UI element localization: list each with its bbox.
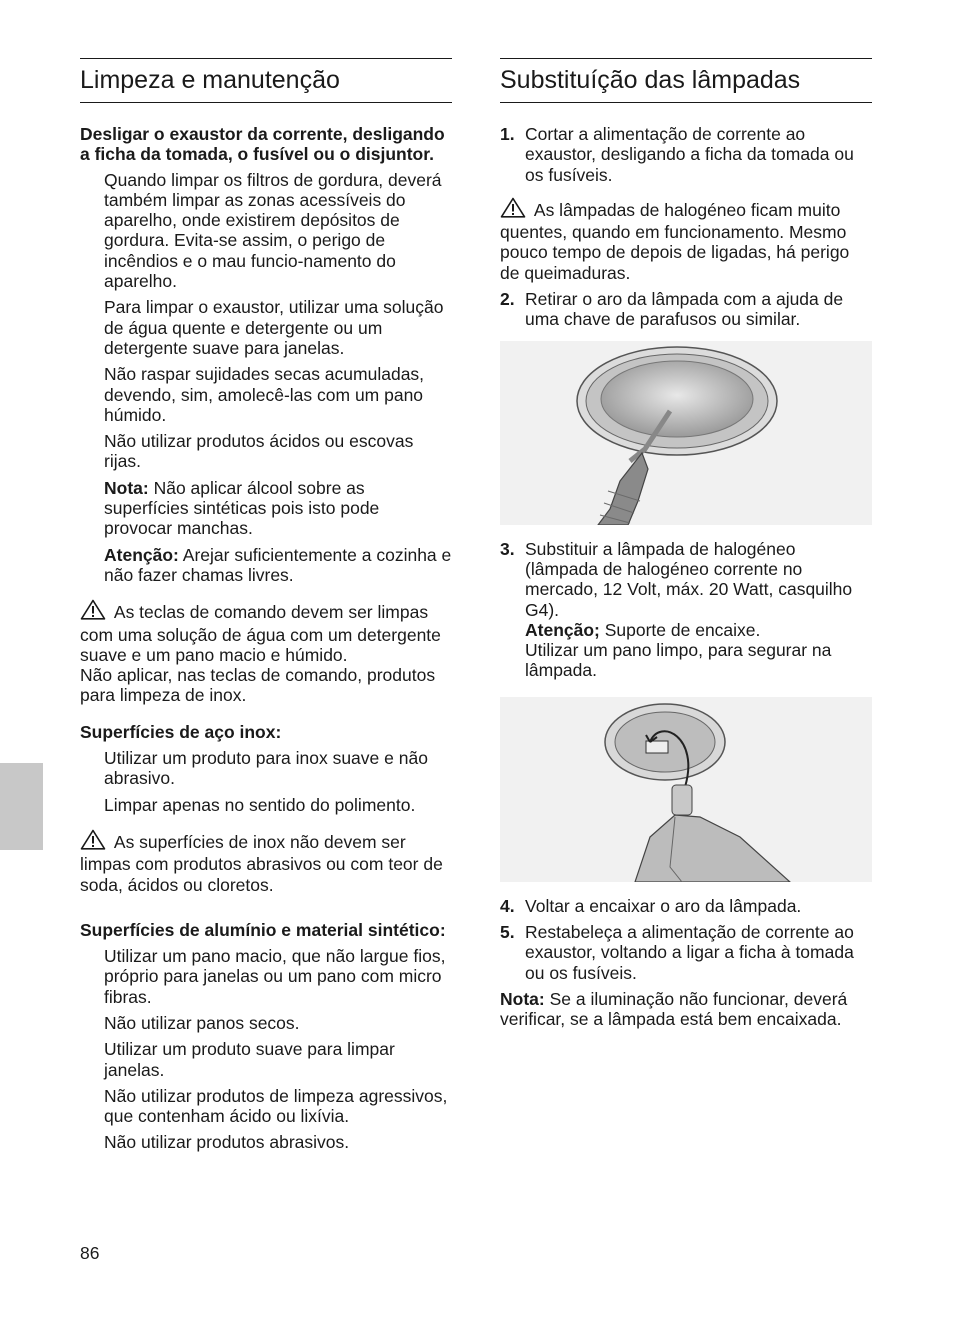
halogen-warning: As lâmpadas de halogéneo ficam muito quentes, quando em funcionamento. Mesmo pouco tempo de depois de ligadas, há perigo de queimaduras.	[500, 197, 872, 283]
cleaning-title: Limpeza e manutenção	[80, 58, 452, 103]
lamp-note: Nota: Se a iluminação não funcionar, deverá verificar, se a lâmpada está bem encaixada.	[500, 988, 848, 1030]
cleaning-attention: Atenção: Arejar suficientemente a cozinha e não fazer chamas livres.	[104, 544, 452, 585]
aluminium-heading: Superfícies de alumínio e material sintético:	[80, 919, 446, 940]
aluminium-item-4: Não utilizar produtos de limpeza agressivos, que contenham ácido ou lixívia.	[104, 1085, 448, 1127]
step-3: 3. Substituir a lâmpada de halogéneo (lâmpada de halogéneo corrente no mercado, 12 Volt, máx. 20 Watt, casquilho G4). Atenção; Suporte de encaixe. Utilizar um pano limpo, para segurar na lâmpada.	[500, 538, 853, 681]
cleaning-item-4: Não utilizar produtos ácidos ou escovas rijas.	[104, 431, 414, 472]
lamp-column	[500, 58, 872, 1030]
control-keys-warning: As teclas de comando devem ser limpas com uma solução de água com um detergente suave e um pano macio e húmido. Não aplicar, nas teclas de comando, produtos para limpeza de inox.	[80, 599, 452, 705]
step-2: 2. Retirar o aro da lâmpada com a ajuda de uma chave de parafusos ou similar.	[500, 289, 844, 330]
disconnect-instruction: Desligar o exaustor da corrente, desligando a ficha da tomada, o fusível ou o disjuntor.	[80, 124, 445, 165]
step-5: 5. Restabeleça a alimentação de corrente ao exaustor, voltando a ligar a ficha à tomada ou os fusíveis.	[500, 922, 854, 983]
cleaning-item-3: Não raspar sujidades secas acumuladas, devendo, sim, amolecê-las com um pano húmido.	[104, 364, 425, 425]
inox-warning: As superfícies de inox não devem ser limpas com produtos abrasivos ou com teor de soda, ácidos ou cloretos.	[80, 829, 452, 895]
warning-icon	[80, 599, 106, 624]
inox-item-1: Utilizar um produto para inox suave e não abrasivo.	[104, 748, 428, 789]
aluminium-item-2: Não utilizar panos secos.	[104, 1012, 300, 1033]
aluminium-item-1: Utilizar um pano macio, que não largue fios, próprio para janelas ou um pano com micro fibras.	[104, 946, 446, 1007]
step-1: 1. Cortar a alimentação de corrente ao exaustor, desligando a ficha da tomada ou os fusíveis.	[500, 124, 854, 185]
section-tab-marker	[0, 763, 43, 850]
cleaning-item-2: Para limpar o exaustor, utilizar uma solução de água quente e detergente ou um detergente suave para janelas.	[104, 297, 444, 358]
aluminium-item-5: Não utilizar produtos abrasivos.	[104, 1132, 350, 1153]
lamp-title: Substituíção das lâmpadas	[500, 58, 872, 103]
inox-item-2: Limpar apenas no sentido do polimento.	[104, 794, 416, 815]
inox-heading: Superfícies de aço inox:	[80, 721, 282, 742]
warning-icon	[80, 829, 106, 854]
step-4: 4. Voltar a encaixar o aro da lâmpada.	[500, 895, 802, 916]
page-number: 86	[80, 1243, 100, 1263]
lamp-ring-removal-figure	[500, 341, 872, 525]
cleaning-item-1: Quando limpar os filtros de gordura, deverá também limpar as zonas acessíveis do aparelho, onde existirem depósitos de gordura. Evita-se assim, o perigo de incêndios e o mau funcio-namento do aparelho.	[104, 169, 442, 292]
cleaning-note: Nota: Não aplicar álcool sobre as superfícies sintéticas pois isto pode provocar manchas.	[104, 477, 380, 539]
cleaning-column	[80, 58, 452, 1153]
warning-icon	[500, 197, 526, 222]
lamp-replacement-figure	[500, 697, 872, 882]
aluminium-item-3: Utilizar um produto suave para limpar janelas.	[104, 1039, 395, 1080]
